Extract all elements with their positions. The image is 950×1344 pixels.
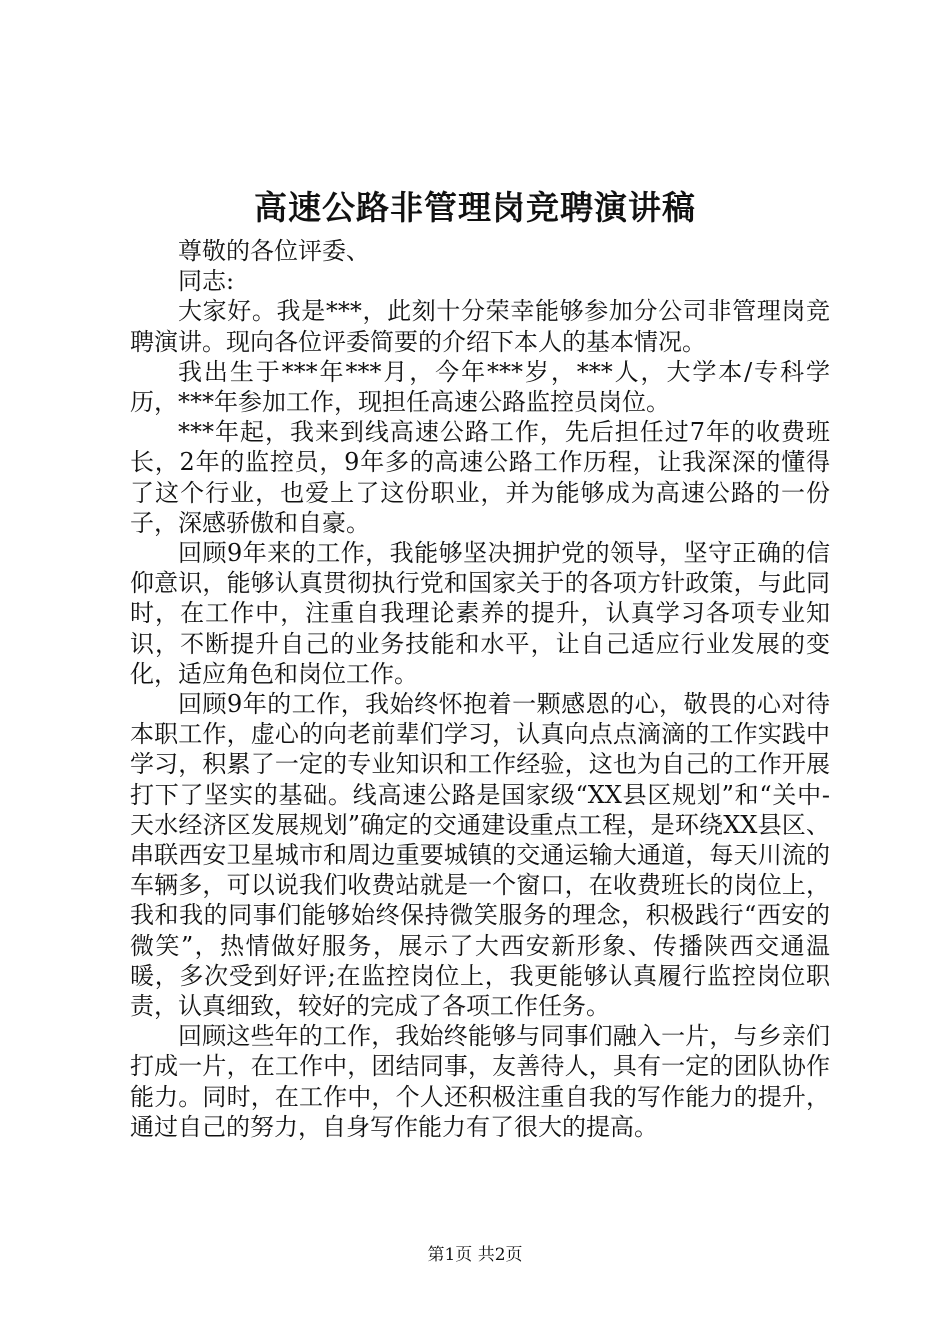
paragraph-review-3: 回顾这些年的工作，我始终能够与同事们融入一片，与乡亲们打成一片，在工作中，团结同事，友善待人，具有一定的团队协作能力。同时，在工作中，个人还积极注重自我的写作能力的提升，通过自己的努力，自身写作能力有了很大的提高。	[130, 1022, 830, 1141]
document-title: 高速公路非管理岗竞聘演讲稿	[254, 188, 696, 227]
document-body	[130, 236, 830, 1142]
paragraph-personal-info: 我出生于***年***月，今年***岁，***人，大学本/专科学历，***年参加工作，现担任高速公路监控员岗位。	[130, 357, 830, 417]
page-number-footer: 第1页 共2页	[427, 1245, 523, 1265]
paragraph-review-2: 回顾9年的工作，我始终怀抱着一颗感恩的心，敬畏的心对待本职工作，虚心的向老前辈们学习，认真向点点滴滴的工作实践中学习，积累了一定的专业知识和工作经验，这也为自己的工作开展打下了坚实的基础。线高速公路是国家级“XX县区规划”和“关中-天水经济区发展规划”确定的交通建设重点工程，是环绕XX县区、串联西安卫星城市和周边重要城镇的交通运输大通道，每天川流的车辆多，可以说我们收费站就是一个窗口，在收费班长的岗位上，我和我的同事们能够始终保持微笑服务的理念，积极践行“西安的微笑”，热情做好服务，展示了大西安新形象、传播陕西交通温暖，多次受到好评;在监控岗位上，我更能够认真履行监控岗位职责，认真细致，较好的完成了各项工作任务。	[130, 690, 830, 1021]
paragraph-salutation-2: 同志:	[178, 267, 235, 296]
paragraph-salutation: 尊敬的各位评委、	[178, 237, 370, 265]
paragraph-review-1: 回顾9年来的工作，我能够坚决拥护党的领导，坚守正确的信仰意识，能够认真贯彻执行党和国家关于的各项方针政策，与此同时，在工作中，注重自我理论素养的提升，认真学习各项专业知识，不断提升自己的业务技能和水平，让自己适应行业发展的变化，适应角色和岗位工作。	[130, 539, 830, 688]
paragraph-greeting: 大家好。我是***，此刻十分荣幸能够参加分公司非管理岗竞聘演讲。现向各位评委简要的介绍下本人的基本情况。	[130, 297, 830, 356]
paragraph-work-history: ***年起，我来到线高速公路工作，先后担任过7年的收费班长，2年的监控员，9年多的高速公路工作历程，让我深深的懂得了这个行业，也爱上了这份职业，并为能够成为高速公路的一份子，深感骄傲和自豪。	[130, 418, 830, 537]
